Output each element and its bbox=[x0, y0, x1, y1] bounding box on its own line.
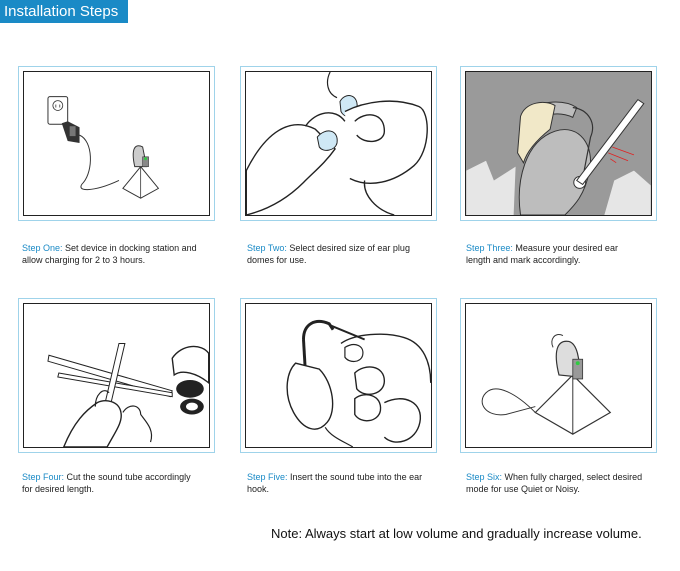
ear-dome-selection-illustration bbox=[246, 72, 431, 215]
charging-dock-illustration bbox=[24, 72, 209, 215]
step-five-caption bbox=[247, 472, 425, 495]
ear-measurement-illustration bbox=[466, 72, 651, 215]
step-one-caption bbox=[22, 243, 200, 266]
step-one-label: Step One: bbox=[22, 243, 63, 253]
step-three-label: Step Three: bbox=[466, 243, 513, 253]
step-three-panel bbox=[460, 66, 657, 221]
step-six-text: When fully charged, select desired mode for use Quiet or Noisy. bbox=[466, 472, 643, 494]
step-four-text: Cut the sound tube accordingly for desired length. bbox=[22, 472, 191, 494]
step-two-caption bbox=[247, 243, 425, 266]
step-three-caption bbox=[466, 243, 644, 266]
step-one-panel bbox=[18, 66, 215, 221]
step-two-panel bbox=[240, 66, 437, 221]
tube-insertion-illustration bbox=[246, 304, 431, 447]
step-four-caption bbox=[22, 472, 200, 495]
step-five-label: Step Five: bbox=[247, 472, 288, 482]
step-five-panel bbox=[240, 298, 437, 453]
step-five-text: Insert the sound tube into the ear hook. bbox=[247, 472, 423, 494]
step-two-text: Select desired size of ear plug domes for use. bbox=[247, 243, 410, 265]
step-six-label: Step Six: bbox=[466, 472, 503, 482]
scissors-cutting-illustration bbox=[24, 304, 209, 447]
step-three-text: Measure your desired ear length and mark accordingly. bbox=[466, 243, 618, 265]
step-four-label: Step Four: bbox=[22, 472, 65, 482]
volume-note: Note: Always start at low volume and gradually increase volume. bbox=[271, 526, 642, 541]
step-four-panel bbox=[18, 298, 215, 453]
step-six-panel bbox=[460, 298, 657, 453]
step-two-label: Step Two: bbox=[247, 243, 287, 253]
page-title: Installation Steps bbox=[0, 0, 128, 23]
step-one-text: Set device in docking station and allow charging for 2 to 3 hours. bbox=[22, 243, 197, 265]
step-six-caption bbox=[466, 472, 644, 495]
device-in-dock-illustration bbox=[466, 304, 651, 447]
